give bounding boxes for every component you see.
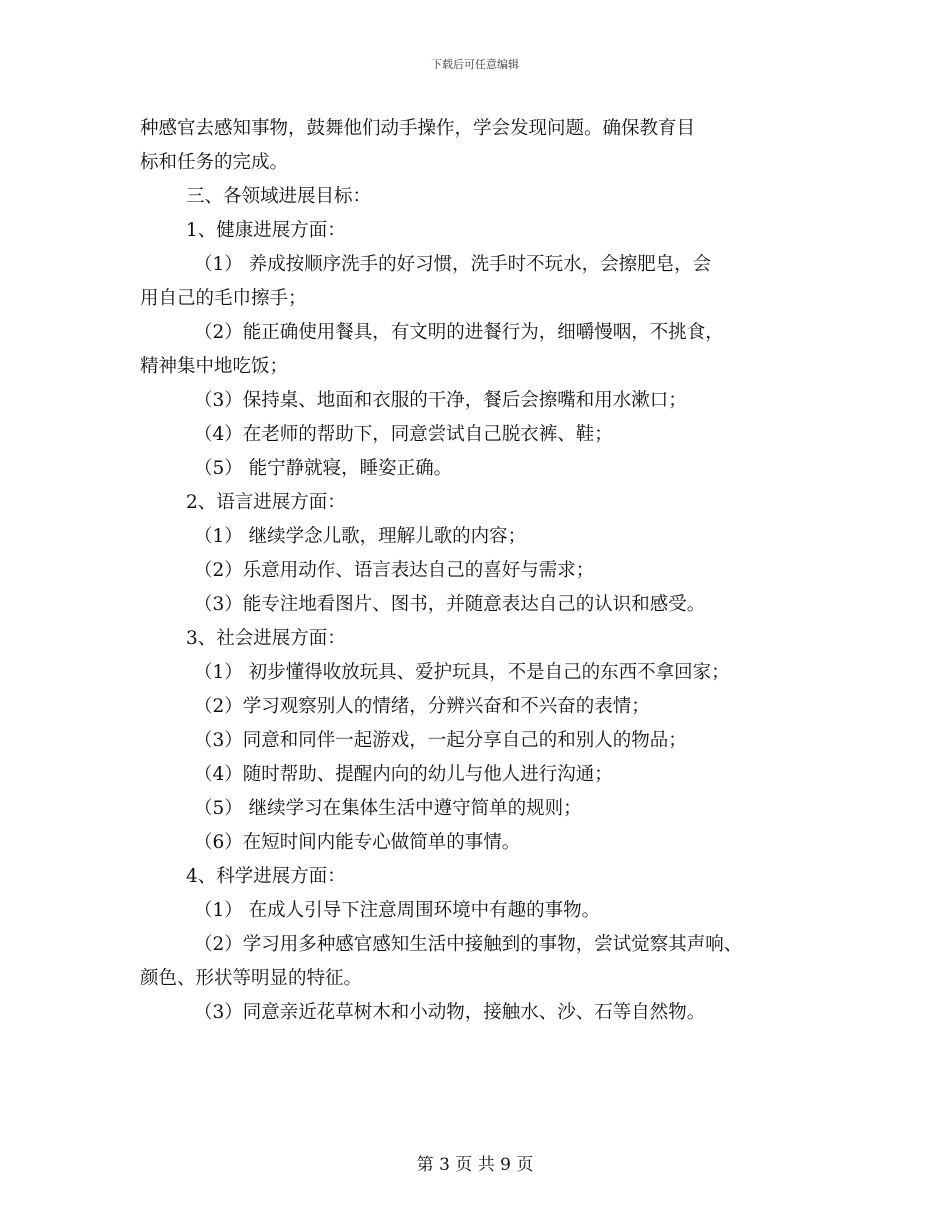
text-line: （6）在短时间内能专心做简单的事情。 xyxy=(194,832,521,853)
text-line: （5） 能宁静就寝，睡姿正确。 xyxy=(194,458,453,479)
text-line: （3）同意亲近花草树木和小动物，接触水、沙、石等自然物。 xyxy=(194,1002,706,1023)
text-line: 2、语言进展方面： xyxy=(186,492,346,513)
text-line: 颜色、形状等明显的特征。 xyxy=(140,968,363,989)
text-line: （3）同意和同伴一起游戏，一起分享自己的和别人的物品； xyxy=(194,730,687,751)
text-line: （2）学习观察别人的情绪，分辨兴奋和不兴奋的表情； xyxy=(194,696,650,717)
text-line: （5） 继续学习在集体生活中遵守简单的规则； xyxy=(194,798,582,819)
text-line: 1、健康进展方面： xyxy=(186,220,346,241)
text-line: 精神集中地吃饭； xyxy=(140,356,289,377)
page-number: 第 3 页 共 9 页 xyxy=(416,1155,534,1175)
text-line: （2）乐意用动作、语言表达自己的喜好与需求； xyxy=(194,560,595,581)
text-line: （1） 继续学念儿歌，理解儿歌的内容； xyxy=(194,526,527,547)
text-line: （1） 养成按顺序洗手的好习惯，洗手时不玩水，会擦肥皂，会 xyxy=(194,254,712,275)
text-line: 4、科学进展方面： xyxy=(186,866,346,887)
header-note: 下载后可任意编辑 xyxy=(431,58,519,71)
text-line: （3）能专注地看图片、图书，并随意表达自己的认识和感受。 xyxy=(194,594,706,615)
text-line: （4）在老师的帮助下，同意尝试自己脱衣裤、鞋； xyxy=(194,424,613,445)
text-line: 用自己的毛巾擦手； xyxy=(140,288,307,309)
text-line: 标和任务的完成。 xyxy=(140,152,289,173)
text-line: （2）学习用多种感官感知生活中接触到的事物，尝试觉察其声响、 xyxy=(194,934,743,955)
text-line: 种感官去感知事物，鼓舞他们动手操作，学会发现问题。确保教育目 xyxy=(140,118,696,139)
text-line: （3）保持桌、地面和衣服的干净，餐后会擦嘴和用水漱口； xyxy=(194,390,687,411)
text-line: （2）能正确使用餐具，有文明的进餐行为，细嚼慢咽，不挑食， xyxy=(194,322,724,343)
text-line: （4）随时帮助、提醒内向的幼儿与他人进行沟通； xyxy=(194,764,613,785)
document-body xyxy=(140,112,830,1030)
text-line: 三、各领域进展目标： xyxy=(186,186,372,207)
text-line: （1） 在成人引导下注意周围环境中有趣的事物。 xyxy=(194,900,601,921)
text-line: （1） 初步懂得收放玩具、爱护玩具，不是自己的东西不拿回家； xyxy=(194,662,730,683)
text-line: 3、社会进展方面： xyxy=(186,628,346,649)
